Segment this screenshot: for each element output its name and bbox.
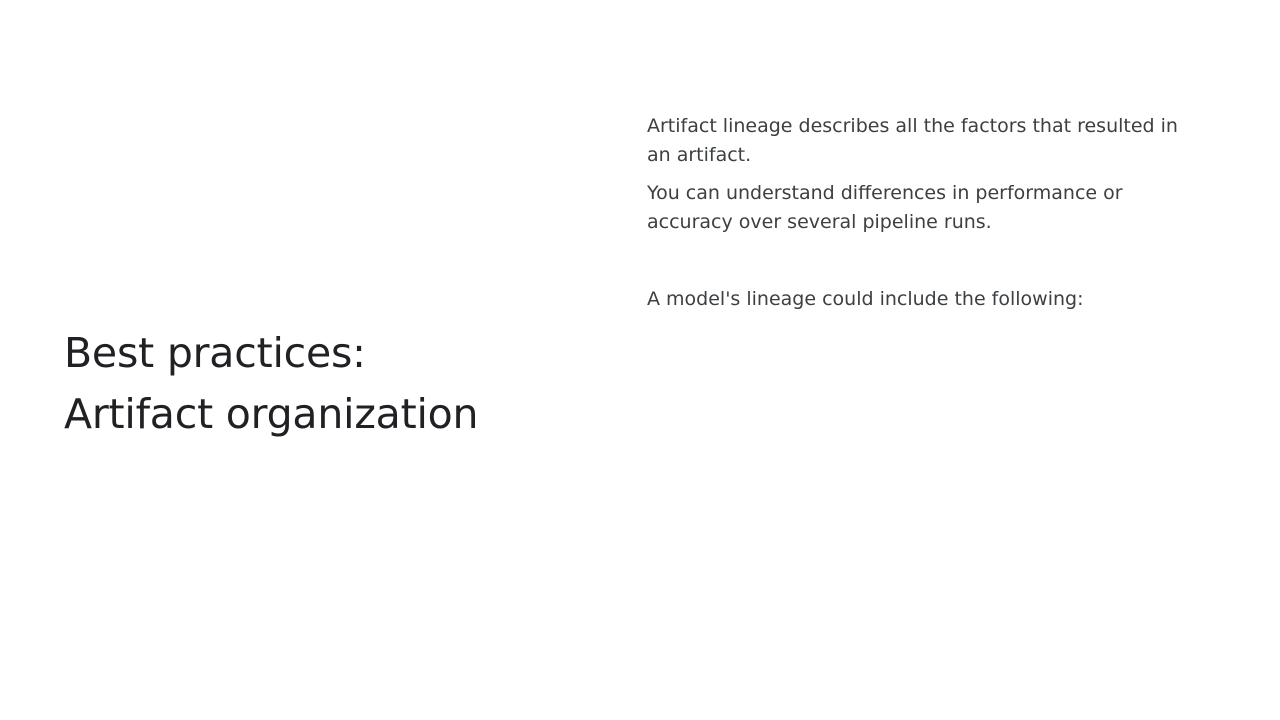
body-paragraph-performance: You can understand differences in performance or accuracy over several pipeline runs. bbox=[647, 182, 1123, 233]
title-line-2: Artifact organization bbox=[64, 390, 479, 439]
slide-body bbox=[647, 112, 1207, 314]
body-paragraph-lineage-definition: Artifact lineage describes all the factors that resulted in an artifact. bbox=[647, 115, 1178, 166]
slide-title bbox=[64, 323, 604, 445]
body-paragraph-model-lineage: A model's lineage could include the following: bbox=[647, 288, 1084, 310]
title-line-1: Best practices: bbox=[64, 329, 366, 378]
